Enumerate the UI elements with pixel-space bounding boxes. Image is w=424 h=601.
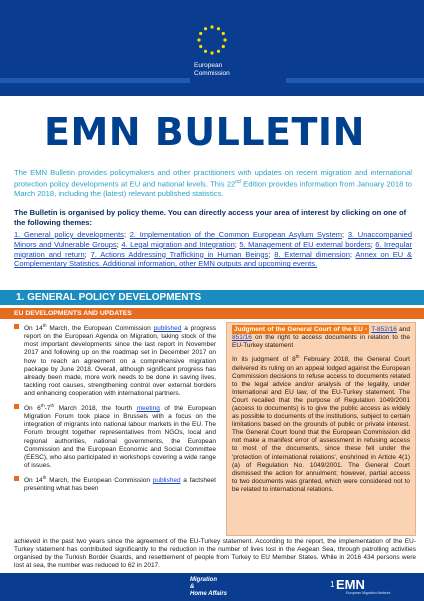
box-body: In its judgment of 8th February 2018, the General Court delivered its ruling on an appeal lodged against the European Commission decisions to refuse access to documents related to the legal advice and/or analysis of the legality, under International and EU law, of the EU-Turkey statement. The Court recalled that the purpose of Regulation 1049/2001 (access to documents) is to give the public access as widely as possible to documents of the institutions, subject to certain limitations based on the grounds of public or private interest. The General Court found that the European Commission did not make a manifest error of assessment in refusing access to most of the documents, since these fell under the 'protection of international relations', enshrined in Article 4(1)(a) of Regulation No. 1049/2001. The General Court dismissed the action for annulment; however, partial access to two documents was granted, which were considered not to be related to international relations. xyxy=(232,354,410,493)
list-item: On 14th March, the European Commission published a factsheet presenting what has been xyxy=(14,474,216,493)
case-link-t852[interactable]: T-852/16 xyxy=(371,326,397,333)
theme-link-minors[interactable]: 3. Unaccompanied Minors and Vulnerable Groups xyxy=(14,230,412,249)
judgment-box: Judgment of the General Court of the EU - T-852/16 and 851/16 on the right to access documents in relation to the EU-Turkey statement In its judgment of 8th February 2018, the General Court delivered its ruling on an appeal lodged against the European Commission decisions to refuse access to documents related to the legal advice and/or analysis of the legality, under International and EU law, of the EU-Turkey statement. The Court recalled that the purpose of Regulation 1049/2001 (access to documents) is to give the public access as widely as possible to documents of the institutions, subject to certain limitations based on the grounds of public or private interest. The General Court found that the European Commission did not make a manifest error of assessment in refusing access to most of the documents, since these fell under the 'protection of international relations', enshrined in Article 4(1)(a) of Regulation No. 1049/2001. The General Court dismissed the action for annulment; however, partial access to two documents was granted, which were considered not to be related to international relations. xyxy=(226,322,416,536)
theme-link-trafficking[interactable]: 7. Actions Addressing Trafficking in Human Beings xyxy=(90,249,269,259)
commission-wordmark: European Commission xyxy=(194,62,230,77)
emn-logo: EMN xyxy=(336,577,365,592)
footer-band xyxy=(0,573,424,601)
box-title: Judgment of the General Court of the EU - xyxy=(234,326,368,333)
intro-paragraph: The EMN Bulletin provides policymakers and other practitioners with updates on recent migration and international protection policy developments at EU and national levels. This 22nd Edition provides information from January 2018 to March 2018, including the (latest) relevant published statistics. xyxy=(14,168,412,198)
migration-home-affairs-label: Migration & Home Affairs xyxy=(190,577,228,597)
page-number: 1 xyxy=(330,580,335,589)
theme-link-ceas[interactable]: 2. Implementation of the Common European Asylum System xyxy=(129,230,343,239)
forum-meeting-link[interactable]: meeting xyxy=(136,405,160,413)
eu-flag-icon xyxy=(194,22,230,58)
bulletin-title: EMN BULLETIN xyxy=(44,110,365,154)
factsheet-link[interactable]: published xyxy=(152,477,181,485)
section-heading: 1. GENERAL POLICY DEVELOPMENTS xyxy=(0,290,424,305)
emn-tagline: European Migration Network xyxy=(346,591,391,595)
theme-link-legal-migration[interactable]: 4. Legal migration and Integration xyxy=(121,239,235,249)
bullet-square-icon xyxy=(14,324,19,329)
theme-link-general[interactable]: 1. General policy developments xyxy=(14,230,124,239)
list-item: On 14th March, the European Commission published a progress report on the European Agenda on Migration, taking stock of the most important developments since the last report in November 2017 and following up on the roadmap set in December 2017 on how to reach an agreement on a comprehensive migration package by June 2018. Overall, although significant progress has already been made, more work needs to be done in saving lives, tackling root causes, strengthening control over external borders and enhancing cooperation with international partners. xyxy=(14,322,216,398)
theme-link-annex[interactable]: Annex on EU & Complementary Statistics. Additional information, other EMN outputs and upcoming events. xyxy=(14,249,412,269)
bullet-square-icon xyxy=(14,404,19,409)
case-link-851[interactable]: 851/16 xyxy=(232,334,252,342)
theme-link-external[interactable]: 8. External dimension xyxy=(274,249,350,259)
theme-links: 1. General policy developments; 2. Implementation of the Common European Asylum System; 3. Unaccompanied Minors and Vulnerable Groups; 4. Legal migration and Integration; 5. Management of EU external borders; 6. Irregular migration and return; 7. Actions Addressing Trafficking in Human Beings; 8. External dimension; Annex on EU & Complementary Statistics. Additional information, other EMN outputs and upcoming events. xyxy=(14,230,412,269)
list-item: On 6th-7th March 2018, the fourth meeting of the European Migration Forum took place in Brussels with a focus on the integration of migrants into national labour markets in the EU. The Forum brought together representatives from NGOs, local and regional authorities, national governments, the European Commission and the European Economic and Social Committee (EESC), who also participated in workshops covering a wide range of issues. xyxy=(14,402,216,470)
european-commission-logo xyxy=(190,22,286,84)
theme-link-borders[interactable]: 5. Management of EU external borders xyxy=(239,239,371,249)
bullet-square-icon xyxy=(14,476,19,481)
organised-note: The Bulletin is organised by policy theme. You can directly access your area of interest by clicking on one of the following themes: xyxy=(14,208,407,227)
theme-link-irregular[interactable]: 6. Irregular migration and return xyxy=(14,239,412,259)
continuation-paragraph: achieved in the past two years since the agreement of the EU-Turkey statement. According to the report, the implementation of the EU-Turkey statement has contributed significantly to the reduction in the number of lives lost in the Aegean Sea, through patrolling activities organised by the Turkish Border Guards, and resettlement of people from Turkey to EU Member States. While in 2016 434 persons were lost at sea, the number was reduced to 62 in 2017. xyxy=(14,538,416,570)
subsection-heading: EU DEVELOPMENTS AND UPDATES xyxy=(0,308,424,319)
progress-report-link[interactable]: published xyxy=(153,325,182,333)
left-column xyxy=(14,322,216,497)
